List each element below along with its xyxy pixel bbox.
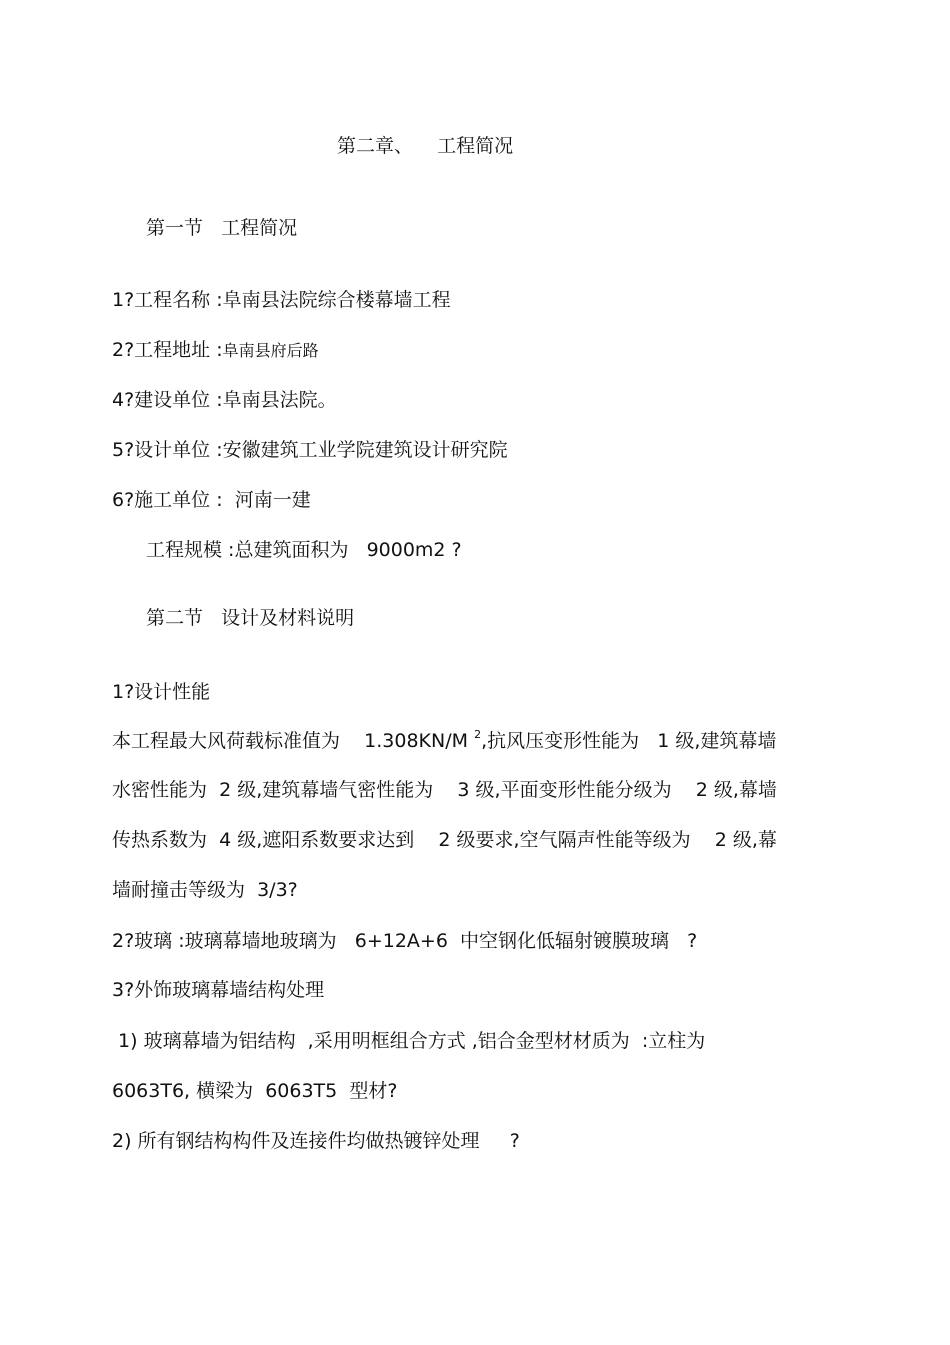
field-label: 6?施工单位 : [112, 489, 223, 511]
field-label: 工程规模 : [146, 539, 235, 561]
structure-title: 3?外饰玻璃幕墙结构处理 [112, 979, 325, 1001]
project-scale-line [146, 538, 462, 562]
client-line [112, 388, 337, 412]
design-paragraph-line-2: 水密性能为 2 级,建筑幕墙气密性能为 3 级,平面变形性能分级为 2 级,幕墙 [112, 779, 777, 801]
contractor-line [112, 488, 311, 512]
section-heading-design: 第二节 设计及材料说明 [146, 607, 355, 629]
structure-line-1: 1) 玻璃幕墙为铝结构 ,采用明框组合方式 ,铝合金型材材质为 :立柱为 [112, 1030, 706, 1052]
text-run: 本工程最大风荷载标准值为 1.308KN/M [112, 730, 475, 752]
field-value: 总建筑面积为 9000m2 ? [234, 539, 462, 561]
glass-spec-line: 2?玻璃 :玻璃幕墙地玻璃为 6+12A+6 中空钢化低辐射镀膜玻璃 ? [112, 930, 698, 952]
field-label: 2?工程地址 : [112, 339, 223, 361]
field-value: 阜南县法院。 [222, 389, 337, 411]
field-value: 安徽建筑工业学院建筑设计研究院 [222, 439, 508, 461]
field-value: 阜南县府后路 [222, 341, 319, 360]
design-performance-title: 1?设计性能 [112, 681, 211, 703]
design-paragraph-line-3: 传热系数为 4 级,遮阳系数要求达到 2 级要求,空气隔声性能等级为 2 级,幕 [112, 829, 777, 851]
section-heading-overview: 第一节 工程简况 [146, 217, 298, 239]
project-address-line [112, 338, 319, 363]
chapter-title: 第二章、 工程简况 [337, 135, 514, 157]
field-label: 5?设计单位 : [112, 439, 223, 461]
project-name-line [112, 288, 451, 312]
designer-line [112, 438, 508, 462]
field-value: 河南一建 [222, 489, 311, 511]
field-label: 1?工程名称 : [112, 289, 223, 311]
text-run: ,抗风压变形性能为 1 级,建筑幕墙 [481, 730, 777, 752]
superscript: 2 [474, 728, 482, 741]
structure-line-3: 2) 所有钢结构构件及连接件均做热镀锌处理 ? [112, 1130, 520, 1152]
field-label: 4?建设单位 : [112, 389, 223, 411]
field-value: 阜南县法院综合楼幕墙工程 [222, 289, 451, 311]
design-paragraph-line-1 [112, 729, 776, 753]
design-paragraph-line-4: 墙耐撞击等级为 3/3? [112, 879, 298, 901]
structure-line-2: 6063T6, 横梁为 6063T5 型材? [112, 1080, 398, 1102]
